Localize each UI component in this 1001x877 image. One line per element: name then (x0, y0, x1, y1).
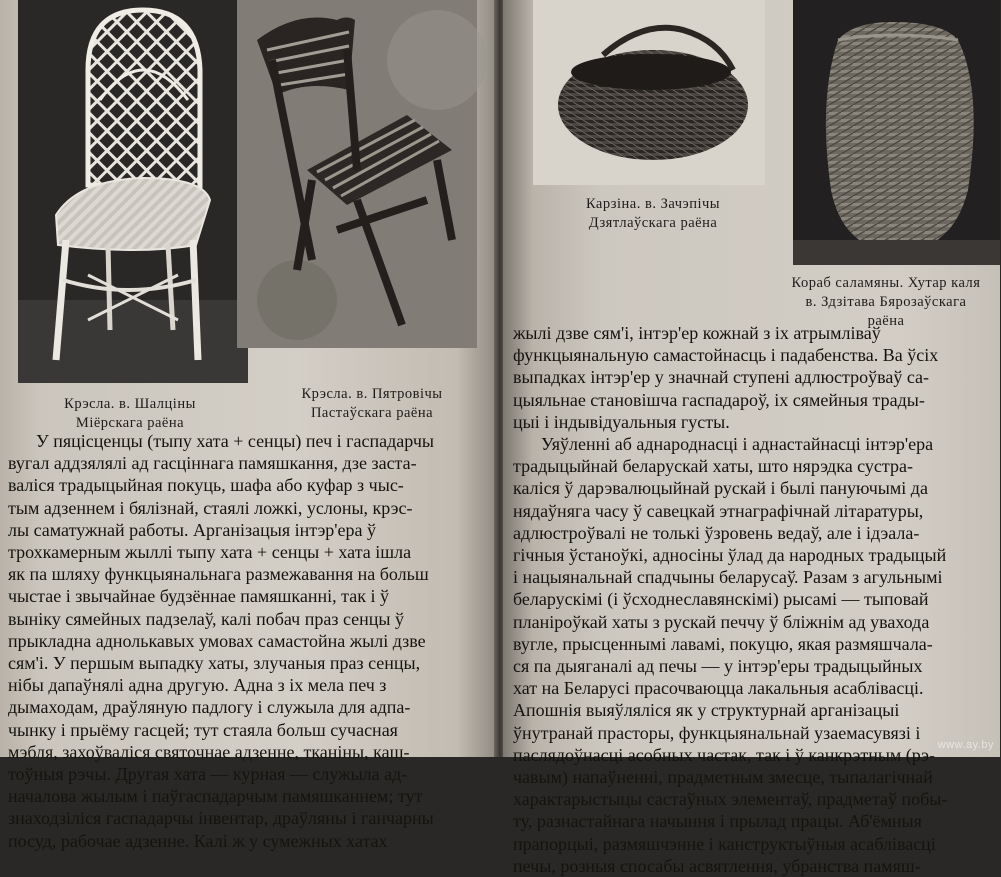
text-line: жылі дзве сям'і, інтэр'ер кожнай з іх атрымліваў (513, 323, 881, 343)
text-line: каліся ў дарэвалюцыйнай рускай і былі пануючымі да (513, 478, 928, 499)
text-line: ту, разнастайнага начыння і прылад працы. Аб'ёмныя (513, 811, 922, 832)
caption-basket (543, 195, 763, 233)
text-line: функцыянальную самастойнасць і падабенства. Ва ўсіх (513, 345, 939, 366)
caption-wooden-chair (262, 385, 482, 423)
text-line: тым адзеннем і бялізнай, стаялі ложкі, услоны, крэс- (8, 497, 413, 518)
caption-line: Дзятлаўскага раёна (588, 215, 718, 231)
caption-line: в. Здзітава Бярозаўскага (805, 294, 967, 310)
photo-wooden-chair (237, 0, 477, 348)
text-line: прыкладна аднолькавых умовах самастойна жылі дзве (8, 630, 426, 651)
watermark: www.ay.by (937, 739, 994, 751)
right-page (503, 0, 1000, 876)
text-line: трохкамерным жыллі тыпу хата + сенцы + хата ішла (8, 542, 412, 563)
caption-line: Кораб саламяны. Хутар каля (791, 275, 981, 291)
text-line: паслядоўнасці асобных частак, так і ў канкрэтным (рэ- (513, 744, 935, 765)
text-line: гічныя ўстаноўкі, адносіны ўлад да народных традыцый (513, 545, 947, 566)
left-page (0, 0, 497, 851)
text-line: выніку сямейных падзелаў, калі побач праз сенцы ў (8, 608, 404, 629)
caption-line: Пастаўскага раёна (310, 405, 434, 421)
text-line: чынку і прыёму гасцей; тут стаяла больш сучасная (8, 719, 398, 740)
text-line: мэбля, захоўваліся святочнае адзенне, тканіны, каш- (8, 741, 410, 762)
photo-basket (533, 0, 765, 185)
text-line: цыі і індывідуальныя густы. (513, 411, 730, 432)
text-line: печы, розныя спосабы асвятлення, убранства памяш- (513, 855, 921, 876)
text-line: У пяцісценцы (тыпу хата + сенцы) печ і гаспадарчы (36, 431, 434, 451)
text-line: чавым) напаўненні, прадметным змесце, тыпалагічнай (513, 767, 933, 788)
text-line: беларускімі (і ўсходнеславянскімі) рысамі — тыповай (513, 589, 929, 610)
text-line: вугал аддзялялі ад гасціннага памяшкання, дзе заста- (8, 453, 417, 474)
text-line: чыстае і звычайнае будзённае памяшканні, так і ў (8, 586, 389, 607)
text-line: цыяльнае становішча гаспадароў, іх сямейныя трады- (513, 389, 925, 410)
text-line: характарыстыцы састаўных элементаў, прадметаў побы- (513, 789, 948, 810)
left-body-text (8, 430, 494, 852)
photo-wicker-chair (18, 0, 248, 383)
caption-line: Міёрскага раёна (75, 415, 185, 431)
text-line: і нацыянальнай спадчыны беларусаў. Разам з агульнымі (513, 567, 943, 588)
right-body-text (513, 322, 991, 877)
text-line: лы саматужнай работы. Арганізацыя інтэр'ера ў (8, 519, 377, 540)
text-line: Апошнія выяўляліся як у структурнай арганізацыі (513, 700, 900, 721)
text-line: хат на Беларусі прасочваюцца лакальныя асаблівасці. (513, 678, 924, 699)
text-line: планіроўкай хаты з рускай печчу ў бліжнім ад увахода (513, 611, 930, 632)
text-line: сям'і. У першым выпадку хаты, злучаныя праз сенцы, (8, 653, 421, 674)
text-line: ўнутранай прасторы, функцыянальнай узаемасувязі і (513, 722, 921, 743)
text-line: нядаўняга часу ў савецкай этнаграфічнай літаратуры, (513, 500, 924, 521)
text-line: знаходзіліся гаспадарчы інвентар, драўляны і ганчарны (8, 808, 434, 829)
text-line: вугле, прысценнымі лавамі, покуцю, якая размяшчала- (513, 633, 933, 654)
text-line: посуд, рабочае адзенне. Калі ж у сумежных хатах (8, 830, 388, 851)
caption-line: Крэсла. в. Пятровічы (301, 386, 443, 402)
text-line: началова жылым і паўгаспадарчым памяшканнем; тут (8, 786, 423, 807)
text-line: адлюстроўвалі не толькі ўзровень ведаў, але і ідэала- (513, 522, 920, 543)
caption-line: Карзіна. в. Зачэпічы (585, 196, 721, 212)
text-line: выпадках інтэр'ер у значнай ступені адлюстроўваў са- (513, 367, 930, 388)
text-line: Уяўленні аб аднароднасці і аднастайнасці інтэр'ера (541, 434, 934, 455)
text-line: прапорцыі, размяшчэнне і канструктыўныя асаблівасці (513, 833, 936, 854)
text-line: ся па дыяганалі ад печы — у інтэр'еры традыцыйных (513, 656, 923, 677)
text-line: як па шляху функцыянальнага размежавання на больш (8, 564, 429, 585)
text-line: тоўныя рэчы. Другая хата — курная — служыла ад- (8, 764, 408, 785)
caption-line: Крэсла. в. Шалціны (64, 396, 196, 412)
text-line: валіся традыцыйная покуць, шафа або куфар з чыс- (8, 475, 404, 496)
text-line: нібы дапаўнялі адна другую. Адна з іх мела печ з (8, 675, 387, 696)
caption-wicker-chair (20, 395, 240, 433)
text-line: традыцыйнай беларускай хаты, што нярэдка сустра- (513, 456, 913, 477)
text-line: дымаходам, драўляную падлогу і служыла для адпа- (8, 697, 411, 718)
caption-line: раёна (867, 313, 905, 329)
photo-straw-vessel (793, 0, 1000, 265)
